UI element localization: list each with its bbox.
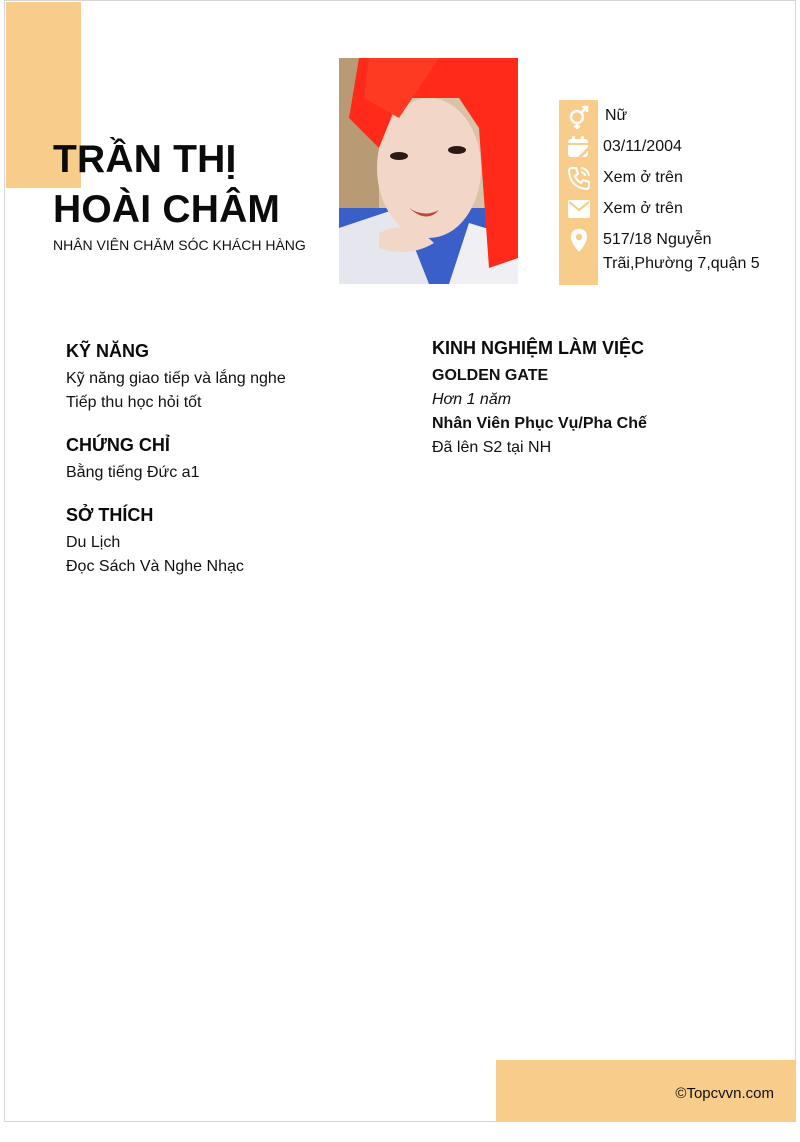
- contact-birthday: 03/11/2004: [603, 138, 682, 155]
- hobbies-title: SỞ THÍCH: [66, 505, 154, 525]
- phone-icon: [566, 165, 592, 191]
- skills-title: KỸ NĂNG: [66, 341, 150, 361]
- hobby-item: Du Lịch: [66, 534, 121, 551]
- contact-gender: Nữ: [605, 107, 628, 124]
- experience-duration: Hơn 1 năm: [432, 391, 512, 408]
- hobby-item: Đọc Sách Và Nghe Nhạc: [66, 558, 244, 575]
- name-line-2: HOÀI CHÂM: [53, 188, 281, 231]
- profile-photo: [339, 58, 518, 284]
- contact-address-line-2: Trãi,Phường 7,quận 5: [603, 255, 760, 272]
- full-name: [53, 135, 280, 235]
- email-icon: [566, 196, 592, 222]
- cv-page: [4, 0, 796, 1122]
- location-icon: [566, 227, 592, 253]
- footer-copyright: ©Topcvvn.com: [675, 1085, 774, 1102]
- gender-icon: [566, 104, 592, 130]
- calendar-icon: [566, 134, 592, 160]
- experience-title: KINH NGHIỆM LÀM VIỆC: [432, 338, 645, 358]
- skill-item: Kỹ năng giao tiếp và lắng nghe: [66, 370, 286, 387]
- experience-description: Đã lên S2 tại NH: [432, 439, 552, 456]
- experience-company: GOLDEN GATE: [432, 367, 549, 384]
- contact-address-line-1: 517/18 Nguyễn: [603, 231, 712, 248]
- certificates-title: CHỨNG CHỈ: [66, 435, 170, 455]
- job-position: NHÂN VIÊN CHĂM SÓC KHÁCH HÀNG: [53, 237, 306, 253]
- contact-email: Xem ở trên: [603, 200, 683, 217]
- experience-role: Nhân Viên Phục Vụ/Pha Chế: [432, 415, 647, 432]
- contact-phone: Xem ở trên: [603, 169, 683, 186]
- skill-item: Tiếp thu học hỏi tốt: [66, 394, 202, 411]
- name-line-1: TRẦN THỊ: [53, 138, 237, 181]
- footer-accent-block: [496, 1060, 796, 1122]
- certificate-item: Bằng tiếng Đức a1: [66, 464, 200, 481]
